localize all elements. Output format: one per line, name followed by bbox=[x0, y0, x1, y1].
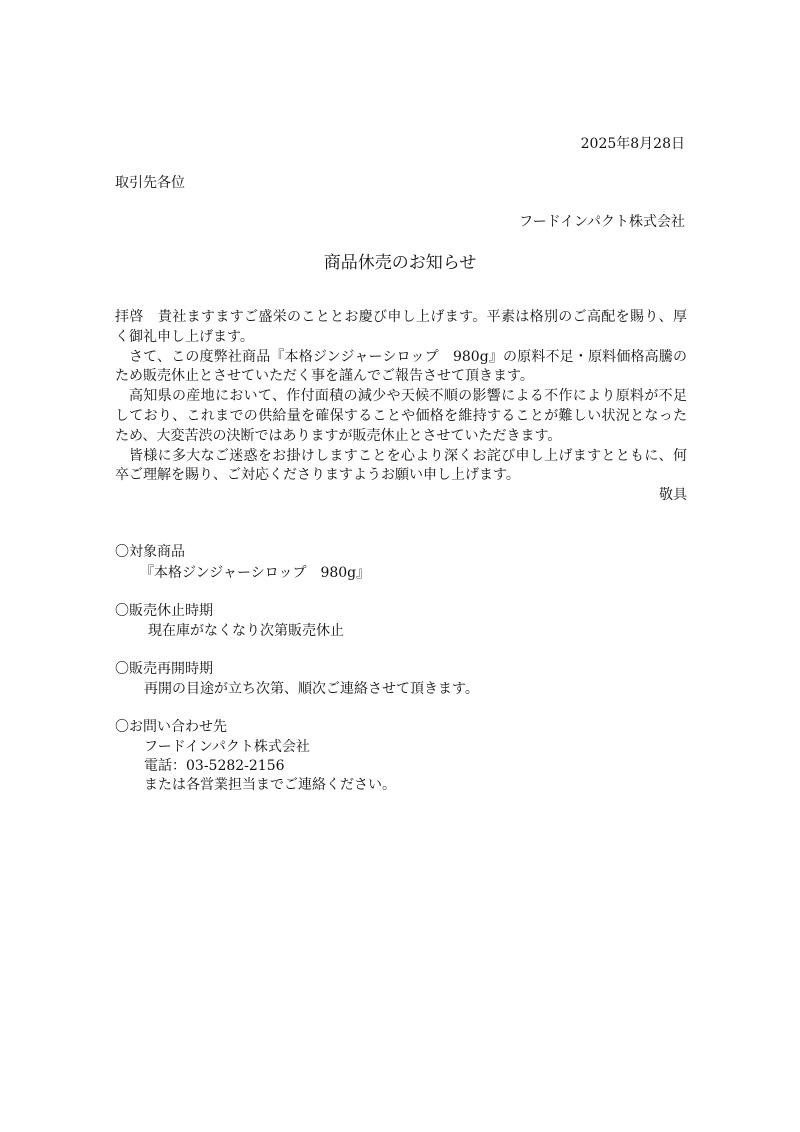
section-detail: 『本格ジンジャーシロップ 980g』 bbox=[140, 565, 371, 581]
letter-body bbox=[115, 308, 687, 506]
section-detail: 再開の目途が立ち次第、順次ご連絡させて頂きます。 bbox=[144, 681, 479, 697]
closing-salutation: 敬具 bbox=[659, 487, 687, 504]
body-paragraph-2: 高知県の産地において、作付面積の減少や天候不順の影響による不作により原料が不足しており、これまでの供給量を確保することや価格を維持することが難しい状況となったため、大変苦渋の決断ではありますが販売休止とさせていただきます。 bbox=[115, 388, 687, 444]
section-heading: 〇お問い合わせ先 bbox=[115, 719, 227, 735]
document-date: 2025年8月28日 bbox=[580, 136, 685, 152]
section-heading: 〇販売再開時期 bbox=[115, 661, 213, 677]
opening-paragraph: 拝啓 貴社ますますご盛栄のこととお慶び申し上げます。平素は格別のご高配を賜り、厚く御礼申し上げます。 bbox=[115, 309, 687, 345]
contact-note: または各営業担当までご連絡ください。 bbox=[144, 777, 396, 793]
body-paragraph-1: さて、この度弊社商品『本格ジンジャーシロップ 980g』の原料不足・原料価格高騰のため販売休止とさせていただく事を謹んでご報告させて頂きます。 bbox=[115, 348, 687, 385]
recipient: 取引先各位 bbox=[115, 175, 185, 191]
document-title: 商品休売のお知らせ bbox=[323, 253, 477, 273]
contact-phone: 電話：03-5282-2156 bbox=[144, 758, 285, 774]
section-heading: 〇販売休止時期 bbox=[115, 603, 213, 619]
contact-company: フードインパクト株式会社 bbox=[144, 739, 310, 755]
body-paragraph-3: 皆様に多大なご迷惑をお掛けしますことを心より深くお詫び申し上げますとともに、何卒ご理解を賜り、ご対応くださりますようお願い申し上げます。 bbox=[115, 447, 687, 484]
section-heading: 〇対象商品 bbox=[115, 544, 185, 560]
section-detail: 現在庫がなくなり次第販売休止 bbox=[148, 623, 344, 639]
sender-company: フードインパクト株式会社 bbox=[519, 214, 685, 230]
